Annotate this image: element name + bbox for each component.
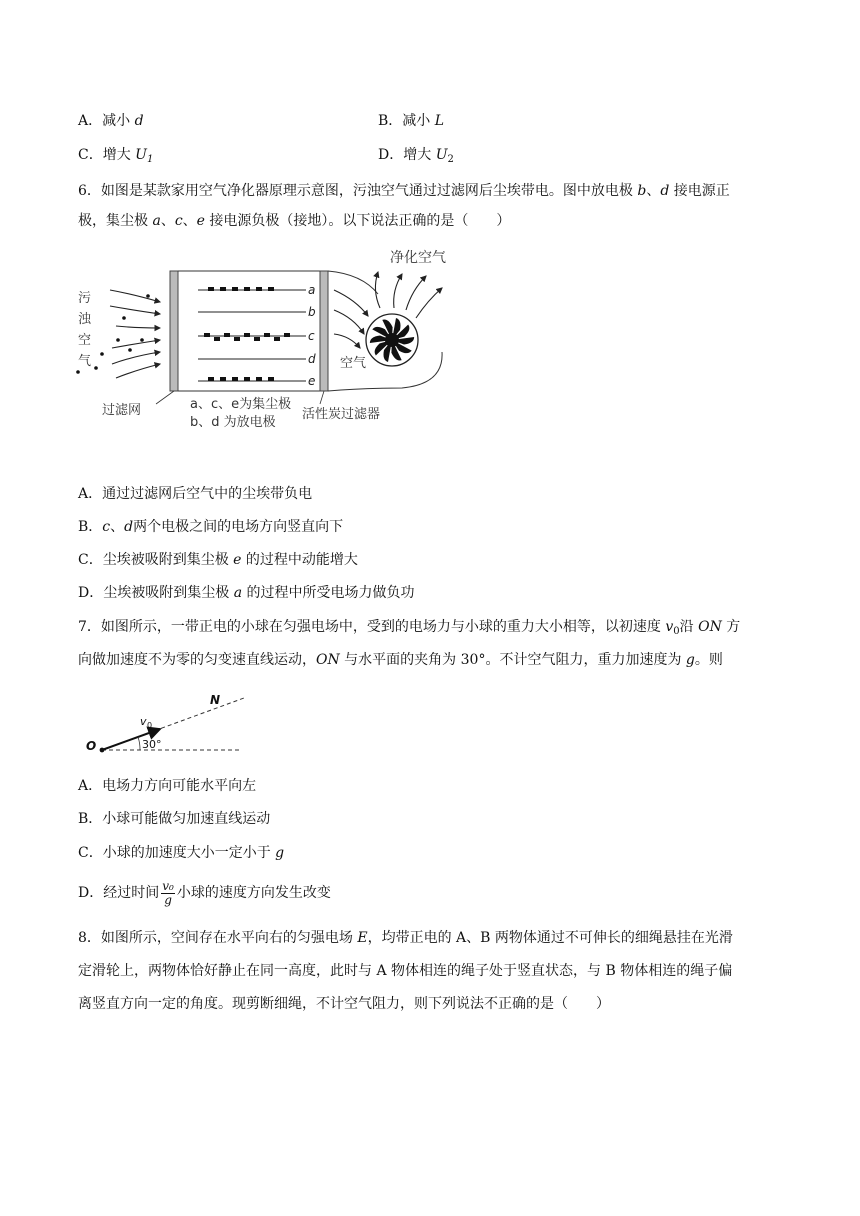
carbon-filter [320,271,328,391]
option-text: 的过程中动能增大 [241,552,358,568]
q6-stem-line2 [78,211,510,231]
option-6a[interactable] [78,484,312,504]
var: e [233,552,242,568]
var: g [685,652,695,668]
var: v [665,619,674,635]
option-variable: U [435,147,448,163]
denominator: g [164,892,172,907]
text: 定滑轮上，两物体恰好静止在同一高度，此时与 A 物体相连的绳子处于竖直状态，与 B 物体相连的绳子偏 [78,963,733,979]
velocity-label: v [140,715,147,728]
option-7b[interactable] [78,809,270,829]
fraction [161,880,175,907]
var: a [152,213,161,229]
var: ON [316,652,340,668]
option-label: B．减小 [378,113,435,129]
q8-stem-line3 [78,994,610,1014]
option-7a[interactable] [78,776,256,796]
option-label: C．增大 [78,147,136,163]
text: 、 [160,213,175,229]
point-o-label: O [86,739,97,753]
velocity-subscript: 0 [147,721,153,730]
option-5d[interactable] [378,145,454,170]
text: 接电源负极（接地）。以下说法正确的是（ ） [204,213,511,229]
option-subscript: 2 [447,154,454,165]
air-label: 空气 [340,356,367,371]
var: d [124,519,134,535]
option-7c[interactable] [78,843,284,863]
char: 气 [78,354,92,369]
option-label: D．增大 [378,147,436,163]
option-5a[interactable] [78,111,144,131]
filter-mesh [170,271,178,391]
clean-air-arrows [375,272,442,318]
option-text: 、 [110,519,125,535]
option-text: B． [78,519,103,535]
option-text: A．通过过滤网后空气中的尘埃带负电 [78,486,313,502]
var: c [174,213,183,229]
q8-stem-line2 [78,961,732,981]
label-b: b [308,305,316,319]
text: 。则 [694,652,723,668]
incoming-air-arrows [110,290,160,378]
option-text: 两个电极之间的电场方向竖直向下 [133,519,344,535]
filter-label: 过滤网 [102,403,142,418]
option-subscript: 1 [146,154,154,165]
option-7d[interactable] [78,876,331,910]
text: 沿 [679,619,699,635]
text: 接电源正 [669,183,730,199]
option-6d[interactable] [78,583,415,603]
option-text: D．经过时间 [78,885,160,901]
text: 极，集尘极 [78,213,153,229]
option-5c[interactable] [78,145,153,170]
option-text: 的过程中所受电场力做负功 [242,585,415,601]
option-text: A．电场力方向可能水平向左 [78,778,257,794]
label-a: a [308,283,316,297]
char: 空 [78,333,92,348]
option-variable: U [135,147,147,163]
internal-flow-arrows [334,290,368,348]
label-c: c [308,329,315,343]
text: 离竖直方向一定的角度。现剪断细绳，不计空气阻力，则下列说法不正确的是（ ） [78,996,610,1012]
fan [366,314,418,366]
option-5b[interactable] [378,111,444,131]
text: 方 [721,619,741,635]
option-variable: L [434,113,445,129]
var: g [275,845,285,861]
option-6b[interactable] [78,517,343,537]
var: e [196,213,205,229]
carbon-filter-label: 活性炭过滤器 [302,407,381,422]
text: 与水平面的夹角为 30°。不计空气阻力，重力加速度为 [339,652,686,668]
air-purifier-diagram [72,244,472,436]
char: 浊 [78,312,92,327]
q8-stem-line1 [78,928,733,948]
var: d [660,183,670,199]
label-e: e [308,374,316,388]
option-6c[interactable] [78,550,358,570]
text: 、 [646,183,661,199]
text: 向做加速度不为零的匀变速直线运动， [78,652,316,668]
q6-stem-line1 [78,181,730,201]
emitter-note: b、d 为放电极 [190,415,276,430]
collector-note: a、c、e为集尘极 [190,397,292,412]
option-text: 小球的速度方向发生改变 [176,885,331,901]
var: ON [698,619,722,635]
text: 7．如图所示，一带正电的小球在匀强电场中，受到的电场力与小球的重力大小相等，以初速度 [78,619,666,635]
text: 8．如图所示，空间存在水平向右的匀强电场 [78,930,358,946]
option-label: A．减小 [78,113,135,129]
option-variable: d [134,113,144,129]
numerator: v₀ [162,878,174,893]
q7-stem-line2 [78,650,723,670]
var: E [357,930,368,946]
collected-dust [204,287,290,381]
clean-air-label: 净化空气 [390,250,446,266]
angle-label: 30° [142,738,162,751]
option-text: C．小球的加速度大小一定小于 [78,845,276,861]
var: c [102,519,111,535]
var: b [637,183,647,199]
option-text: C．尘埃被吸附到集尘极 [78,552,234,568]
var: a [233,585,243,601]
subscript: 0 [673,626,680,637]
option-text: D．尘埃被吸附到集尘极 [78,585,234,601]
text: 6．如图是某款家用空气净化器原理示意图，污浊空气通过过滤网后尘埃带电。图中放电极 [78,183,638,199]
dirty-air-label [78,291,92,369]
text: 、 [182,213,197,229]
option-text: B．小球可能做匀加速直线运动 [78,811,271,827]
incline-motion-diagram [84,690,256,760]
point-n-label: N [210,693,221,707]
q7-stem-line1 [78,617,740,642]
text: ，均带正电的 A、B 两物体通过不可伸长的细绳悬挂在光滑 [367,930,733,946]
label-d: d [308,352,316,366]
char: 污 [78,291,92,306]
plate-labels [294,283,316,388]
